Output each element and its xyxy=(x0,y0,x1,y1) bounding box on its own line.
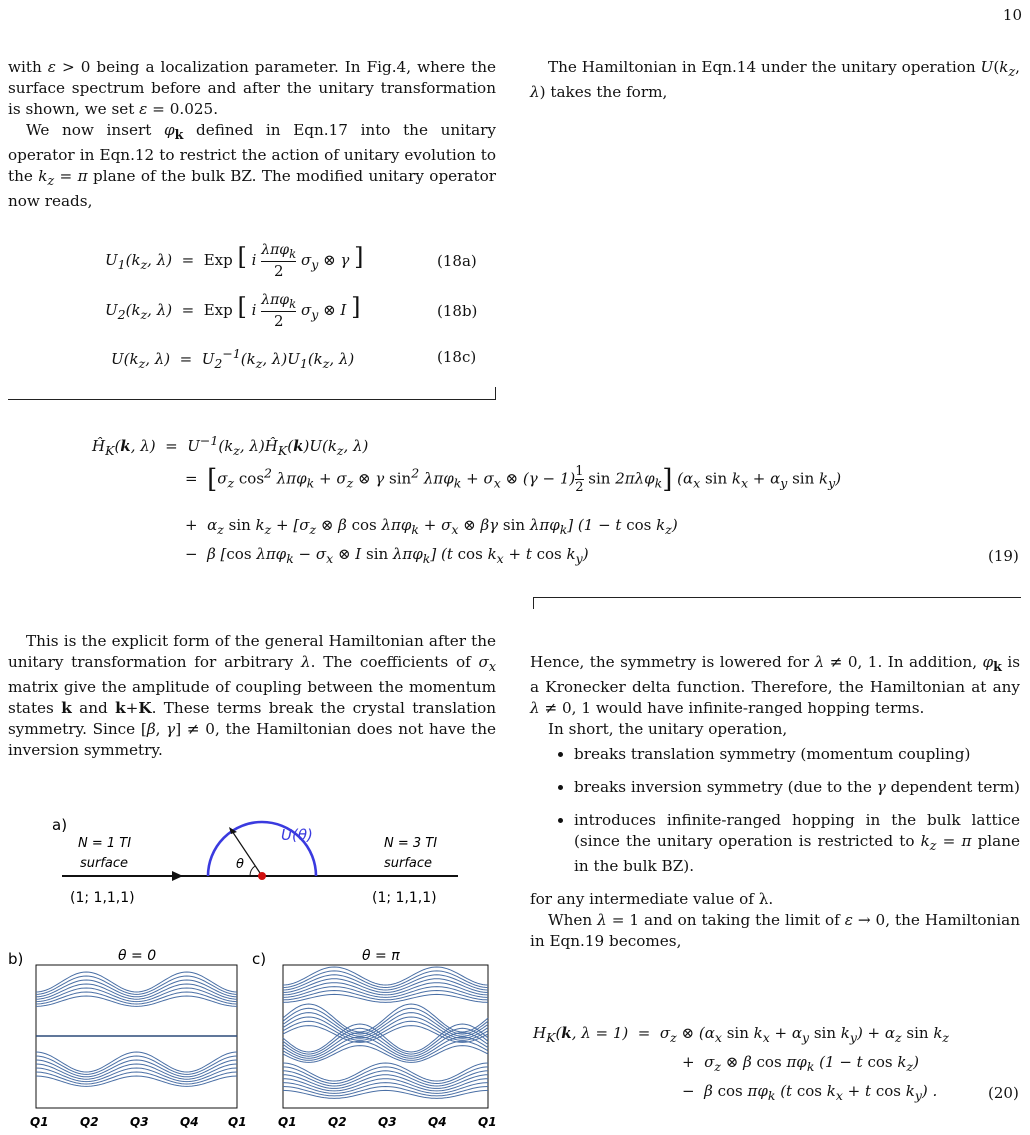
right-divider-tick xyxy=(533,597,534,609)
q-label: Q3 xyxy=(130,1115,149,1129)
right-paragraph-3: In short, the unitary operation, xyxy=(548,720,788,739)
right-surface-index: (1; 1,1,1) xyxy=(372,890,437,906)
left-divider-tick xyxy=(495,387,496,399)
unitary-label: U(θ) xyxy=(281,826,313,844)
equation-18c: $U(k_z$, $\lambda) = U_2^{-1}(k_z$, $\lambda)U_1(k_z$, λ) xyxy=(111,346,355,371)
right-paragraph-1: The Hamiltonian in Eqn.14 under the unitary operation $U(k_z$, λ) takes the form, xyxy=(530,58,1020,102)
equation-20-line-2: + $\sigma_z$ ⊗ β $\cos \pi\varphi_k$ (1 − t $\cos k_z$) xyxy=(682,1053,919,1074)
right-divider xyxy=(533,597,1021,598)
left-column-bottom xyxy=(8,631,496,761)
left-paragraph-2: We now insert $\varphi_k$ defined in Eqn.17 into the unitary operator in Eqn.12 to restrict the action of unitary evolution to the $k_z = \pi$ plane of the bulk BZ. The modified unitary operator now reads, xyxy=(8,121,496,211)
q-label: Q2 xyxy=(328,1115,347,1129)
origin-dot xyxy=(258,872,266,880)
right-paragraph-5: When λ = 1 and on taking the limit of ε → 0, the Hamiltonian in Eqn.19 becomes, xyxy=(530,911,1020,951)
panel-c-title: θ = π xyxy=(362,948,400,964)
panel-a-label: a) xyxy=(52,816,68,834)
equation-20-line-3: − β $\cos \pi\varphi_k$ (t $\cos k_x + t$ $\cos k_y$) . xyxy=(682,1082,938,1103)
theta-arc xyxy=(250,866,255,876)
left-surface-label-1: N = 1 TI xyxy=(78,836,132,851)
q-label: Q3 xyxy=(378,1115,397,1129)
right-column-top xyxy=(530,57,1020,103)
left-paragraph-3: This is the explicit form of the general Hamiltonian after the unitary transformation for arbitrary λ. The coefficients of $\sigma_x$ matrix give the amplitude of coupling between the momentum states k and k+K. These terms break the crystal translation symmetry. Since [β, γ] ≠ 0, the Hamiltonian does not have the inversion symmetry. xyxy=(8,632,496,760)
arrow-head-icon xyxy=(172,871,183,881)
page-number: 10 xyxy=(1002,6,1022,24)
equation-18a: $U_1(k_z$, λ) = Exp [ i λπφ$_k$ 2 $\sigma_y$ ⊗ γ ] xyxy=(105,242,364,280)
equation-20-tag: (20) xyxy=(988,1084,1019,1102)
left-divider xyxy=(8,399,496,400)
equation-18c-tag: (18c) xyxy=(437,348,477,366)
right-surface-label-1: N = 3 TI xyxy=(384,836,438,851)
q-label: Q2 xyxy=(80,1115,99,1129)
equation-18b-tag: (18b) xyxy=(437,302,478,320)
equation-19-tag: (19) xyxy=(988,547,1019,565)
q-label: Q4 xyxy=(180,1115,199,1129)
bullet-item: • introduces infinite-ranged hopping in the bulk lattice (since the unitary operation is restricted to $k_z = \pi$ plane in the bulk BZ). xyxy=(574,810,1020,877)
q-label: Q1 xyxy=(228,1115,247,1129)
right-paragraph-2: Hence, the symmetry is lowered for λ ≠ 0, 1. In addition, $\varphi_k$ is a Kronecker delta function. Therefore, the Hamiltonian at any λ ≠ 0, 1 would have infinite-ranged hopping terms. xyxy=(530,653,1020,718)
equation-19-line-4: − β [cos $\lambda\pi\varphi_k - \sigma_x$ ⊗ I sin λπφ$_k$] (t $\cos k_x + t$ $\cos k_y$) xyxy=(185,545,589,566)
figure-4 xyxy=(0,800,500,1135)
right-column-bottom xyxy=(530,652,1020,952)
panel-b-label: b) xyxy=(8,950,24,968)
panel-b-title: θ = 0 xyxy=(118,948,157,964)
q-label: Q1 xyxy=(30,1115,49,1129)
left-column-top xyxy=(8,57,496,212)
equation-18b: $U_2(k_z$, λ) = Exp [ i λπφ$_k$ 2 $\sigma_y$ ⊗ I ] xyxy=(105,292,361,330)
equation-19-line-2: = [$\sigma_z$ $\cos^2 \lambda\pi\varphi_k + \sigma_z$ ⊗ γ $\sin^2 \lambda\pi\varphi_k + \sigma_x$ ⊗ (γ − 1) $\frac{1}{2}$ sin 2πλφ$_k$] ($\alpha_x$ $\sin k_x + \alpha_y$ $\sin k_y$) xyxy=(185,464,842,495)
bullet-item: • breaks inversion symmetry (due to the γ dependent term) xyxy=(574,777,1020,798)
equation-19-line-3: + $\alpha_z$ $\sin k_z + [\sigma_z$ ⊗ β $\cos \lambda\pi\varphi_k + \sigma_x$ ⊗ βγ sin λπφ$_k$] (1 − t $\cos k_z$) xyxy=(185,516,678,537)
bullet-list xyxy=(530,744,1020,877)
equation-20-line-1: $H_K(k$, $\lambda = 1) = \sigma_z$ ⊗ ($\alpha_x$ $\sin k_x + \alpha_y$ $\sin k_y) + \alpha_z$ $\sin k_z$ xyxy=(533,1024,950,1045)
q-label: Q1 xyxy=(478,1115,497,1129)
left-paragraph-1: with ε > 0 being a localization parameter. In Fig.4, where the surface spectrum before and after the unitary transformation is shown, we set ε = 0.025. xyxy=(8,58,496,118)
right-surface-label-2: surface xyxy=(384,856,433,871)
equation-19-line-1: $Ĥ_K(k$, $\lambda) = U^{-1}(k_z$, $\lambda)Ĥ_K(k)U(k_z$, λ) xyxy=(92,433,369,458)
panel-c-label: c) xyxy=(252,950,267,968)
q-label: Q1 xyxy=(278,1115,297,1129)
q-label: Q4 xyxy=(428,1115,447,1129)
left-surface-label-2: surface xyxy=(80,856,129,871)
right-paragraph-4: for any intermediate value of λ. xyxy=(530,890,774,909)
equation-18a-tag: (18a) xyxy=(437,252,477,270)
theta-label: θ xyxy=(236,857,244,872)
bullet-item: • breaks translation symmetry (momentum coupling) xyxy=(574,744,1020,765)
left-surface-index: (1; 1,1,1) xyxy=(70,890,135,906)
